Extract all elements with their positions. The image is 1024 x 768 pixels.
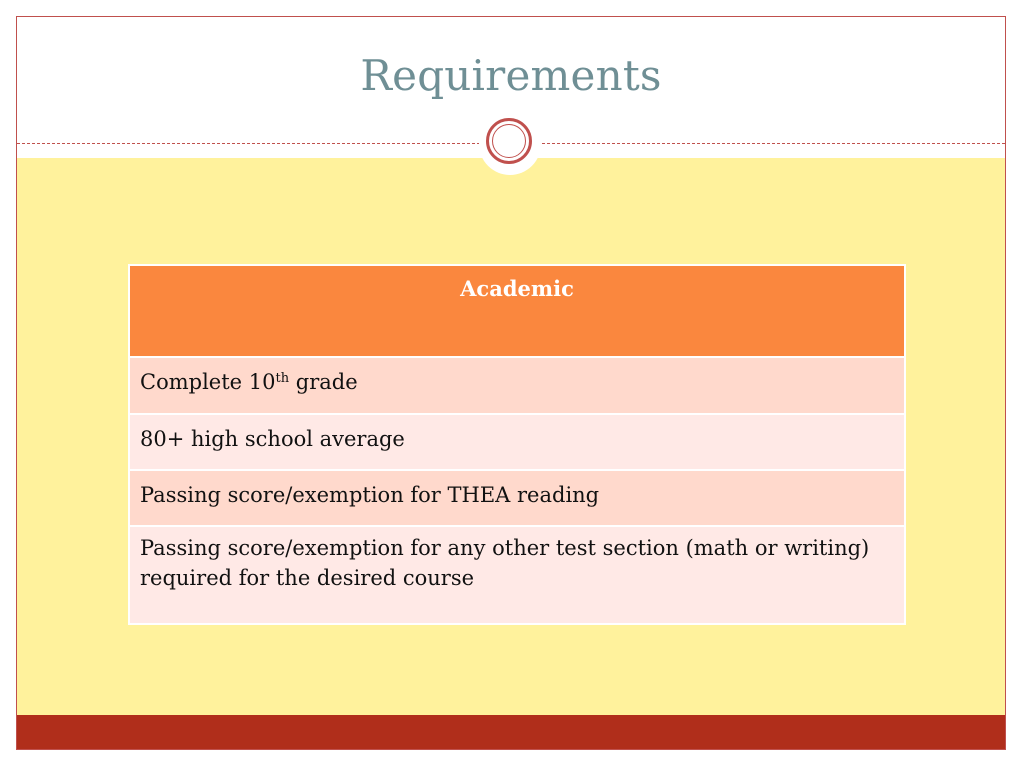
cell-text: grade: [289, 370, 358, 394]
slide: [16, 16, 1006, 750]
double-ring-circle-icon: [486, 118, 532, 164]
table-row: [129, 357, 905, 414]
cell-text: Complete 10: [140, 370, 276, 394]
table-header-row: [129, 265, 905, 357]
table-cell: Passing score/exemption for any other test section (math or writing) required for the desired course: [129, 526, 905, 624]
table-cell: [129, 357, 905, 414]
footer-band: [17, 715, 1005, 749]
table-cell: 80+ high school average: [129, 414, 905, 470]
table-row: [129, 414, 905, 470]
table-header-academic: Academic: [129, 265, 905, 357]
slide-title: Requirements: [360, 51, 662, 100]
requirements-table: [128, 264, 906, 625]
table-row: [129, 470, 905, 526]
cell-superscript: th: [275, 371, 290, 386]
table-cell: Passing score/exemption for THEA reading: [129, 470, 905, 526]
table-row: [129, 526, 905, 624]
